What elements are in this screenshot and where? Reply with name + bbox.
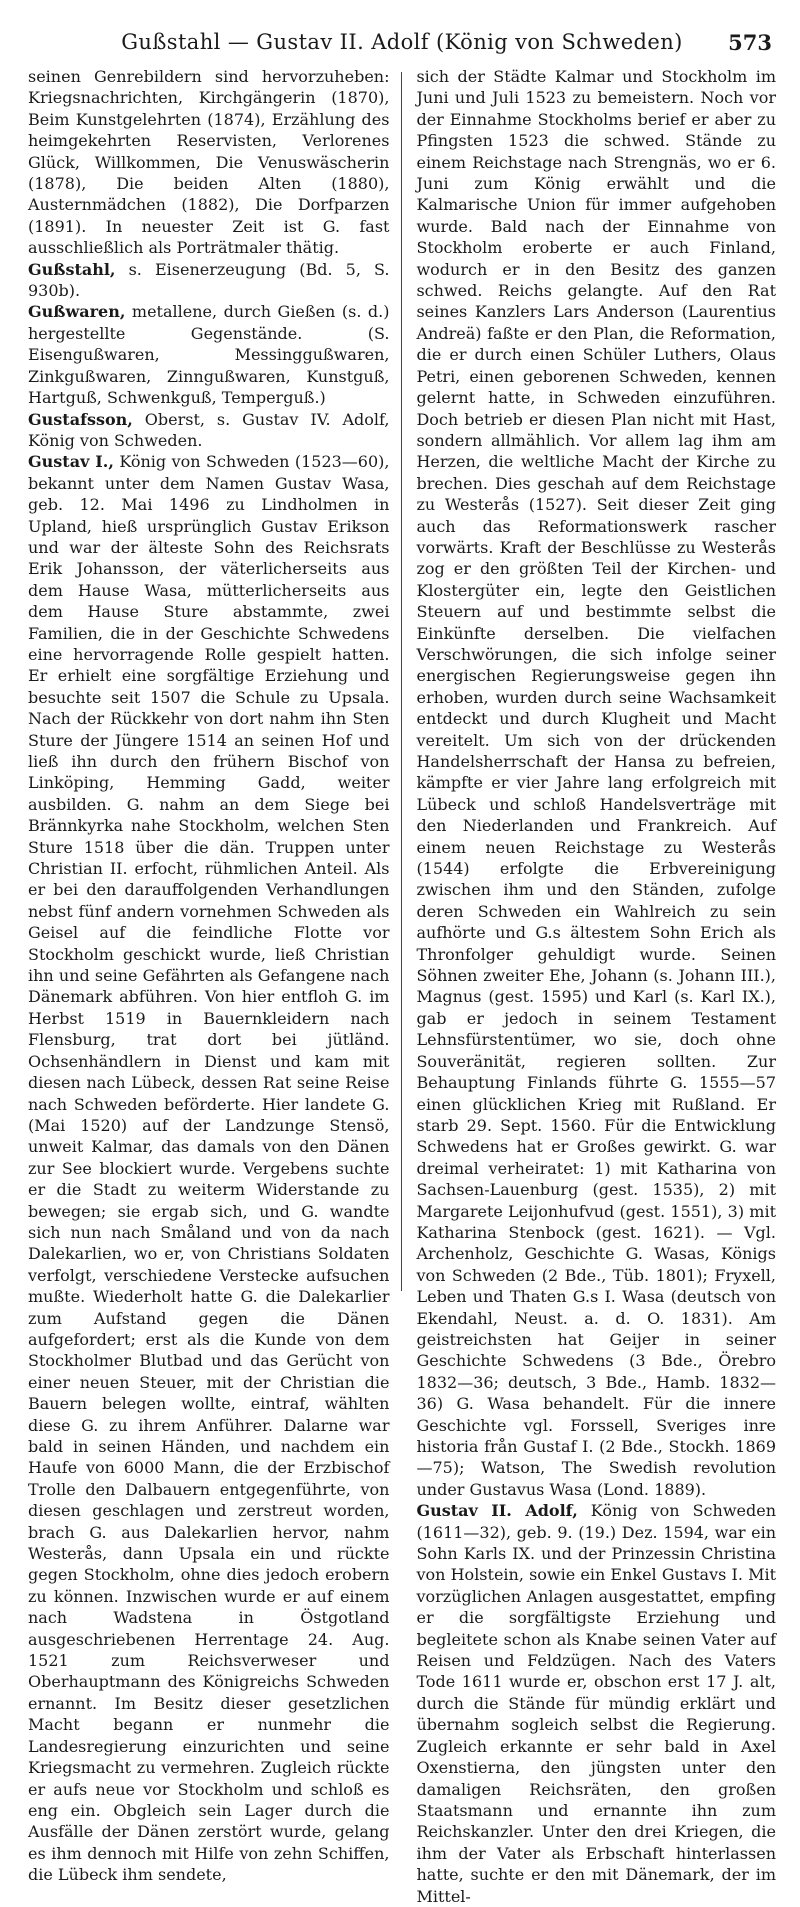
- entry-text: sich der Städte Kalmar und Stockholm im Juni und Juli 1523 zu bemeistern. Noch vor der Einnahme Stockholms berief er aber zu Pfingsten 1523 die schwed. Stände zu einem Reichstage nach Strengnäs, wo er 6. Juni zum König erwählt und die Kalmarische Union für immer aufgehoben wurde. Bald nach der Einnahme von Stockholm eroberte er auch Finland, wodurch er in den Besitz des ganzen schwed. Reichs gelangte. Auf den Rat seines Kanzlers Lars Anderson (Laurentius Andreä) faßte er den Plan, die Reformation, die er durch einen Schüler Luthers, Olaus Petri, einen geborenen Schweden, kennen gelernt hatte, in Schweden einzuführen. Doch betrieb er diesen Plan nicht mit Hast, sondern allmählich. Vor allem lag ihm am Herzen, die weltliche Macht der Kirche zu brechen. Dies geschah auf dem Reichstage zu Westerås (1527). Seit dieser Zeit ging auch das Reformationswerk rascher vorwärts. Kraft der Beschlüsse zu Westerås zog er den größten Teil der Kirchen- und Klostergüter ein, legte den Geistlichen Steuern auf und bestimmte selbst die Einkünfte derselben. Die vielfachen Verschwörungen, die sich infolge seiner energischen Regierungsweise gegen ihn erhoben, wurden durch seine Wachsamkeit entdeckt und durch Klugheit und Macht vereitelt. Um sich von der drückenden Handelsherrschaft der Hansa zu befreien, kämpfte er vier Jahre lang erfolgreich mit Lübeck und schloß Handelsverträge mit den Niederlanden und Frankreich. Auf einem neuen Reichstage zu Westerås (1544) erfolgte die Erbvereinigung zwischen ihm und den Ständen, zufolge deren Schweden ein Wahlreich zu sein aufhörte und G.s ältestem Sohn Erich als Thronfolger gehuldigt wurde. Seinen Söhnen zweiter Ehe, Johann (s. Johann III.), Magnus (gest. 1595) und Karl (s. Karl IX.), gab er jedoch in seinem Testament Lehnsfürstentümer, wo sie, doch ohne Souveränität, regieren sollten. Zur Behauptung Finlands führte G. 1555—57 einen glücklichen Krieg mit Rußland. Er starb 29. Sept. 1560. Für die Entwicklung Schwedens hat er Großes gewirkt. G. war dreimal verheiratet: 1) mit Katharina von Sachsen-Lauenburg (gest. 1535), 2) mit Margarete Leijonhufvud (gest. 1551), 3) mit Katharina Stenbock (gest. 1621). — Vgl. Archenholz, Geschichte G. Wasas, Königs von Schweden (2 Bde., Tüb. 1801); Fryxell, Leben und Thaten G.s I. Wasa (deutsch von Ekendahl, Neust. a. d. O. 1831). Am geistreichsten hat Geijer in seiner Geschichte Schwedens (3 Bde., Örebro 1832—36; deutsch, 3 Bde., Hamb. 1832—36) G. Wasa behandelt. Für die innere Geschichte vgl. Forssell, Sveriges inre historia från Gustaf I. (2 Bde., Stockh. 1869—75); Watson, The Swedish revolution under Gustavus Wasa (Lond. 1889).: [416, 67, 776, 1499]
- entry-text: metallene, durch Gießen (s. d.) hergestellte Gegenstände. (S. Eisengußwaren, Messinggußwaren, Zinkgußwaren, Zinngußwaren, Kunstguß, Hartguß, Schwenkguß, Temperguß.): [28, 302, 390, 408]
- entry-text: König von Schweden (1523—60), bekannt unter dem Namen Gustav Wasa, geb. 12. Mai 1496 zu Lindholmen in Upland, hieß ursprünglich Gustav Erikson und war der älteste Sohn des Reichsrats Erik Johansson, der väterlicherseits aus dem Hause Wasa, mütterlicherseits aus dem Hause Sture abstammte, zwei Familien, die in der Geschichte Schwedens eine hervorragende Rolle gespielt hatten. Er erhielt eine sorgfältige Erziehung und besuchte seit 1507 die Schule zu Upsala. Nach der Rückkehr von dort nahm ihn Sten Sture der Jüngere 1514 an seinen Hof und ließ ihn durch den frühern Bischof von Linköping, Hemming Gadd, weiter ausbilden. G. nahm an dem Siege bei Brännkyrka nahe Stockholm, welchen Sten Sture 1518 über die dän. Truppen unter Christian II. erfocht, rühmlichen Anteil. Als er bei den darauffolgenden Verhandlungen nebst fünf andern vornehmen Schweden als Geisel auf die feindliche Flotte vor Stockholm geschickt wurde, ließ Christian ihn und seine Gefährten als Gefangene nach Dänemark abführen. Von hier entfloh G. im Herbst 1519 in Bauernkleidern nach Flensburg, trat dort bei jütländ. Ochsenhändlern in Dienst und kam mit diesen nach Lübeck, dessen Rat seine Reise nach Schweden beförderte. Hier landete G. (Mai 1520) auf der Landzunge Stensö, unweit Kalmar, das damals von den Dänen zur See blockiert wurde. Vergebens suchte er die Stadt zu weiterm Widerstande zu bewegen; sie ergab sich, und G. wandte sich nun nach Småland und von da nach Dalekarlien, wo er, von Christians Soldaten verfolgt, verschiedene Verstecke aufsuchen mußte. Wiederholt hatte G. die Dalekarlier zum Aufstand gegen die Dänen aufgefordert; erst als die Kunde von dem Stockholmer Blutbad und das Gerücht von einer neuen Steuer, mit der Christian die Bauern belegen wollte, eintraf, wählten diese G. zu ihrem Anführer. Dalarne war bald in seinen Händen, und nachdem ein Haufe von 6000 Mann, die der Erzbischof Trolle den Dalbauern entgegenführte, von diesen geschlagen und zerstreut worden, brach G. aus Dalekarlien hervor, nahm Westerås, dann Upsala ein und rückte gegen Stockholm, ohne dies jedoch erobern zu können. Inzwischen wurde er auf einem nach Wadstena in Östgotland ausgeschriebenen Herrentage 24. Aug. 1521 zum Reichsverweser und Oberhauptmann des Königreichs Schweden ernannt. Im Besitz dieser gesetzlichen Macht begann er nunmehr die Landesregierung einzurichten und seine Kriegsmacht zu vermehren. Zugleich rückte er aufs neue vor Stockholm und schloß es eng ein. Obgleich sein Lager durch die Ausfälle der Dänen zerstört wurde, gelang es ihm dennoch mit Hilfe von zehn Schiffen, die Lübeck ihm sendete,: [28, 452, 390, 1885]
- entry-gussstahl: [28, 259, 389, 302]
- right-column: [410, 66, 776, 1906]
- entry-text: Oberst, s. Gustav IV. Adolf, König von Schweden.: [28, 409, 390, 450]
- entry-gusswaren: [28, 301, 389, 408]
- running-head: Gußstahl — Gustav II. Adolf (König von Schweden): [121, 30, 683, 54]
- entry-lemma: Gußwaren,: [28, 302, 126, 322]
- left-column: [28, 66, 393, 1885]
- page-header: [28, 22, 776, 66]
- entry-lemma: Gustav I.,: [28, 452, 114, 472]
- entry-gustav-i: [28, 451, 389, 1885]
- text-columns: [28, 66, 776, 1906]
- entry-continuation: [28, 66, 389, 259]
- entry-lemma: Gußstahl,: [28, 259, 116, 279]
- entry-gustafsson: [28, 409, 389, 452]
- entry-text: seinen Genrebildern sind hervorzuheben: Kriegsnachrichten, Kirchgängerin (1870), Beim Kunstgelehrten (1874), Erzählung des heimgekehrten Reservisten, Verlorenes Glück, Willkommen, Die Venuswäscherin (1878), Die beiden Alten (1880), Austernmädchen (1882), Die Dorfparzen (1891). In neuester Zeit ist G. fast ausschließlich als Porträtmaler thätig.: [28, 67, 390, 258]
- entry-gustav-ii-adolf: [416, 1500, 776, 1907]
- entry-lemma: Gustav II. Adolf,: [416, 1501, 578, 1521]
- entry-lemma: Gustafsson,: [28, 409, 133, 429]
- entry-continuation: [416, 66, 776, 1500]
- entry-text: s. Eisenerzeugung (Bd. 5, S. 930b).: [28, 259, 390, 301]
- column-divider: [401, 72, 402, 1291]
- page-number: 573: [728, 30, 772, 55]
- entry-text: König von Schweden (1611—32), geb. 9. (19.) Dez. 1594, war ein Sohn Karls IX. und der Prinzessin Christina von Holstein, sowie ein Enkel Gustavs I. Mit vorzüglichen Anlagen ausgestattet, empfing er die sorgfältigste Erziehung und begleitete schon als Knabe seinen Vater auf Reisen und Feldzügen. Nach des Vaters Tode 1611 wurde er, obschon erst 17 J. alt, durch die Stände für mündig erklärt und übernahm sogleich selbst die Regierung. Zugleich erkannte er sehr bald in Axel Oxenstierna, den jüngsten unter den damaligen Reichsräten, den großen Staatsmann und ernannte ihn zum Reichskanzler. Unter den drei Kriegen, die ihm der Vater als Erbschaft hinterlassen hatte, suchte er den mit Dänemark, der im Mittel-: [416, 1501, 776, 1906]
